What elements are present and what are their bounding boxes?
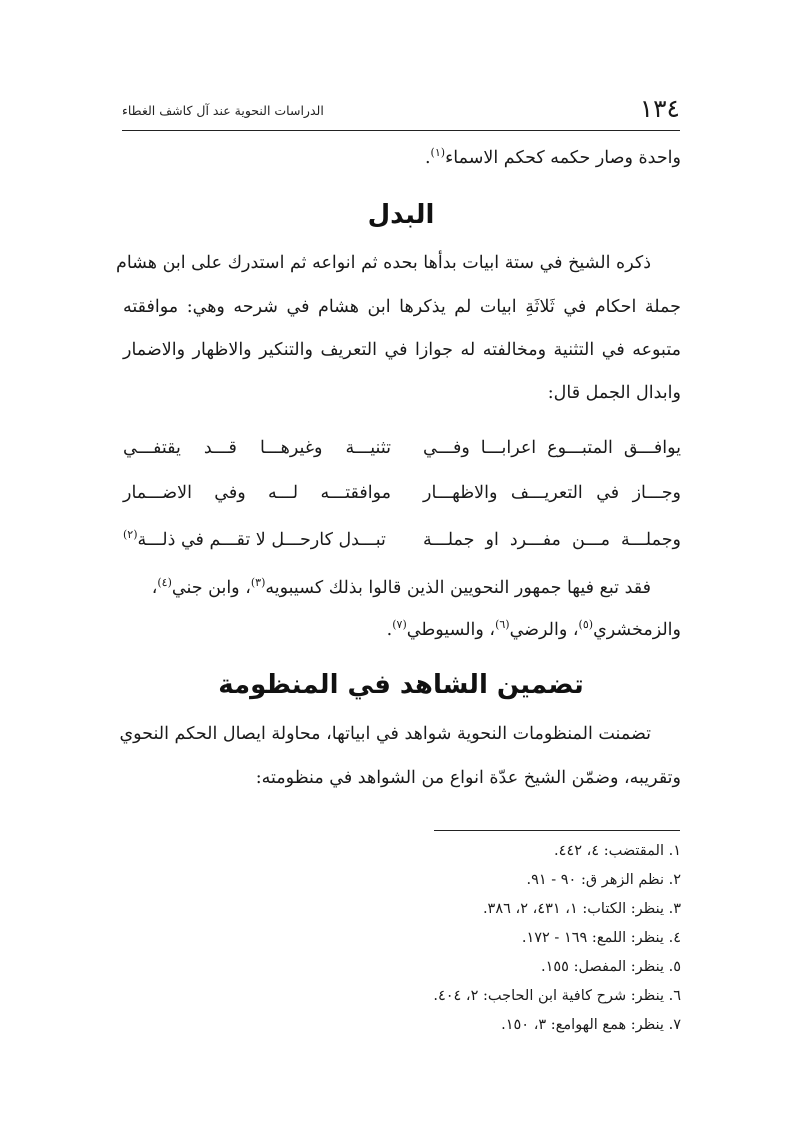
footnote-item: ٣. ينظر: الكتاب: ١، ٤٣١، ٢، ٣٨٦. xyxy=(482,901,681,917)
footnote-item: ٤. ينظر: اللمع: ١٦٩ - ١٧٢. xyxy=(521,930,681,946)
paragraph-line: تضمنت المنظومات النحوية شواهد في ابياتها، محاولة ايصال الحكم النحوي xyxy=(119,724,651,744)
running-head: الدراسات النحوية عند آل كاشف الغطاء xyxy=(122,103,324,118)
paragraph-line: وتقريبه، وضمّن الشيخ عدّة انواع من الشواهد في منظومته: xyxy=(255,768,681,788)
footnote-ref: (٣) xyxy=(250,576,266,590)
footnote-ref: (٦) xyxy=(495,618,510,632)
footnote-item: ٧. ينظر: همع الهوامع: ٣، ١٥٠. xyxy=(501,1017,681,1033)
section-heading-badal: البدل xyxy=(367,200,435,230)
verse-first-hemistich: وجـــاز في التعريـــف والاظهـــار xyxy=(423,483,681,503)
verse-second-hemistich: تبـــدل كارحـــل لا تقـــم في ذلـــة$^{(٢)}$ xyxy=(123,528,386,550)
intro-line: واحدة وصار حكمه كحكم الاسماء$^{(١)}$. xyxy=(424,146,681,168)
footnote-item: ٢. نظم الزهر ق: ٩٠ - ٩١. xyxy=(526,872,681,888)
page-number: ١٣٤ xyxy=(639,94,680,123)
footnote-item: ١. المقتضب: ٤، ٤٤٢. xyxy=(554,843,681,859)
paragraph-line: متبوعه في التثنية ومخالفته له جوازا في التعريف والتنكير والاظهار والاضمار xyxy=(123,340,681,360)
footnote-separator xyxy=(434,830,680,831)
footnote-ref: (١) xyxy=(430,146,446,160)
footnote-ref: (٢) xyxy=(123,528,138,542)
paragraph-line: فقد تبع فيها جمهور النحويين الذين قالوا بذلك كسيبويه$^{(٣)}$، وابن جني$^{(٤)}$، xyxy=(151,576,651,598)
footnote-item: ٦. ينظر: شرح كافية ابن الحاجب: ٢، ٤٠٤. xyxy=(433,988,681,1004)
section-heading-tadmin: تضمين الشاهد في المنظومة xyxy=(218,670,584,700)
paragraph-line: وابدال الجمل قال: xyxy=(547,383,681,403)
paragraph-line: ذكره الشيخ في ستة ابيات بدأها بحده ثم انواعه ثم استدرك على ابن هشام xyxy=(116,253,651,273)
paragraph-line: جملة احكام في ثَلاثَةِ ابيات لم يذكرها ابن هشام في شرحه وهي: موافقته xyxy=(123,297,681,317)
verse-second-hemistich: موافقتـــه لـــه وفي الاضـــمار xyxy=(123,483,391,503)
verse-first-hemistich: يوافـــق المتبـــوع اعرابـــا وفـــي xyxy=(423,438,681,458)
footnote-item: ٥. ينظر: المفصل: ١٥٥. xyxy=(540,959,681,975)
verse-second-hemistich: تثنيـــة وغيرهـــا قـــد يقتفـــي xyxy=(123,438,391,458)
footnote-ref: (٧) xyxy=(392,618,407,632)
footnote-ref: (٥) xyxy=(578,618,594,632)
footnote-ref: (٤) xyxy=(157,576,172,590)
verse-first-hemistich: وجملـــة مـــن مفـــرد او جملـــة xyxy=(423,530,681,550)
paragraph-line: والزمخشري$^{(٥)}$، والرضي$^{(٦)}$، والسيوطي$^{(٧)}$. xyxy=(386,618,681,640)
